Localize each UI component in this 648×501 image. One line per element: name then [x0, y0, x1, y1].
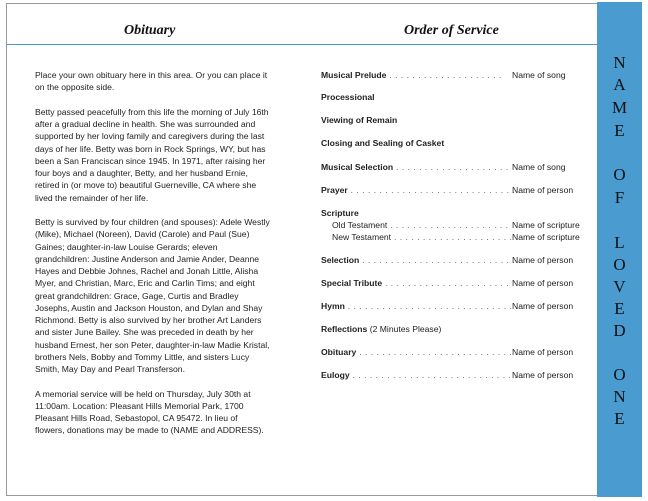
obituary-title: Obituary [124, 23, 176, 38]
obituary-line: Place your own obituary here in this area. Or you can place it [35, 70, 268, 80]
service-item-label: Eulogy [321, 370, 350, 380]
service-item [321, 138, 591, 148]
name-letter: E [614, 299, 625, 318]
name-letter: O [613, 365, 626, 384]
obituary-line: grandchildren: Justine Anderson and Jamie Ander, Deanne [35, 253, 260, 264]
service-item-value: Name of person [512, 255, 574, 265]
dot-leader: . . . . . . . . . . . . . . . . . . . . . . . . . . . . [359, 255, 521, 265]
service-item-value: Name of person [512, 185, 574, 195]
service-item-label: Prayer [321, 185, 348, 195]
service-item-label: Viewing of Remain [321, 115, 398, 125]
name-letter: F [614, 188, 625, 207]
obituary-line: Betty is survived by four children (and spouses): Adele Westly [35, 217, 270, 227]
name-letter: L [614, 233, 625, 252]
service-item [321, 278, 591, 288]
service-item [321, 185, 591, 195]
obituary-line: retired in (or move to) beautiful Guerneville, CA where she [35, 180, 257, 191]
service-item [321, 115, 591, 125]
dot-leader: . . . . . . . . . . . . . . . . . . . . . [391, 232, 513, 242]
service-item [321, 255, 591, 265]
obituary-line: Josephs, Austin and Jackson Houston, and Dylan and Shay [35, 302, 263, 313]
name-letter: D [613, 321, 626, 340]
obituary-line: Betty passed peacefully from this life the morning of July 16th [35, 106, 269, 117]
obituary-line: on the opposite side. [35, 82, 115, 93]
service-item [321, 370, 591, 380]
name-letter: V [613, 277, 626, 296]
service-item [321, 220, 591, 230]
obituary-line: lived the remainder of her life. [35, 192, 149, 203]
service-item-label: Selection [321, 255, 360, 265]
name-letter: A [613, 75, 626, 94]
dot-leader: . . . . . . . . . . . . . . . . . . . . . . . . . . . . . [356, 347, 524, 357]
service-item [321, 92, 591, 102]
service-item-value: Name of person [512, 370, 574, 380]
service-subitem-label: New Testament [332, 232, 392, 242]
dot-leader: . . . . . . . . . . . . . . . . . . . . [386, 70, 502, 80]
service-item-label: Musical Prelude [321, 70, 387, 80]
obituary-line: and sister June Bailey. She was preceded in death by her [35, 327, 254, 338]
service-item-label: Musical Selection [321, 162, 394, 172]
service-item [321, 324, 591, 334]
obituary-line: husband Ernest, her son Peter, daughter-in-law Madie Kristal, [35, 339, 270, 350]
service-item-value: Name of person [512, 347, 574, 357]
obituary-line: Gaines; daughter-in-law Louise Gerards; eleven [35, 241, 218, 252]
obituary-line: Myer, and Christian, Marc, Eric and Carlin Tims; and eight [35, 278, 255, 289]
service-item-label: Reflections [321, 324, 368, 334]
obituary-line: Richmond. Betty is also survived by her brother Art Landers [35, 315, 262, 325]
service-item-label: Hymn [321, 301, 345, 311]
dot-leader: . . . . . . . . . . . . . . . . . . . . . . [382, 278, 510, 288]
dot-leader: . . . . . . . . . . . . . . . . . . . . . . . . . . . . . . [349, 370, 523, 380]
obituary-line: after a gradual decline in health. She was surrounded and [35, 119, 256, 129]
service-item-value: Name of song [512, 162, 566, 172]
service-item-value: Name of song [512, 70, 566, 80]
dot-leader: . . . . . . . . . . . . . . . . . . . . . . . . . . . . . . . [347, 185, 527, 195]
obituary-line: great grandchildren: Grace, Gage, Curtis and Bradley [35, 290, 239, 301]
name-letter: O [613, 165, 626, 184]
service-item [321, 70, 591, 80]
service-item [321, 162, 591, 172]
dot-leader: . . . . . . . . . . . . . . . . . . . . [393, 162, 509, 172]
obituary-line: flowers, donations may be made to (NAME and ADDRESS). [35, 425, 264, 436]
obituary-line: Hayes and Debbie Johnes, Rachel and Jonah Little, Alisha [35, 266, 259, 276]
obituary-line: A memorial service will be held on Thursday, July 30th at [35, 388, 251, 399]
service-subitem-label: Old Testament [332, 220, 388, 230]
obituary-line: days of her life. Betty was born in Rock Springs, WY, but has [35, 143, 266, 154]
obituary-line: been a San Franciscan since 1945. In 1971, after raising her [35, 155, 266, 166]
header-divider [7, 44, 597, 45]
obituary-line: Smith, May Day and Pearl Transferson. [35, 364, 185, 374]
service-item-label: Closing and Sealing of Casket [321, 138, 445, 148]
name-letter: N [613, 53, 626, 72]
service-item [321, 232, 591, 242]
service-item-label: Scripture [321, 208, 359, 218]
dot-leader: . . . . . . . . . . . . . . . . . . . . . [387, 220, 509, 230]
obituary-text [35, 69, 305, 449]
service-item-value: Name of scripture [512, 220, 580, 230]
service-item [321, 301, 591, 311]
obituary-line: four boys and a daughter, Betty, and her husband Ernie, [35, 168, 248, 178]
service-item-label: Processional [321, 92, 375, 102]
service-item [321, 208, 591, 218]
name-letter: E [614, 121, 625, 140]
service-item-value: Name of scripture [512, 232, 580, 242]
obituary-paragraph [35, 106, 305, 204]
obituary-line: 11:00am. Location: Pleasant Hills Memorial Park, 1700 [35, 400, 244, 411]
obituary-paragraph [35, 216, 305, 375]
order-of-service-title: Order of Service [404, 23, 499, 38]
dot-leader: . . . . . . . . . . . . . . . . . . . . . . . . . . . . . . . [344, 301, 524, 311]
obituary-line: (Mike), Michael (Noreen), David (Carole) and Paul (Sue) [35, 229, 250, 240]
service-item [321, 347, 591, 357]
obituary-paragraph [35, 69, 305, 94]
service-item-label: Special Tribute [321, 278, 383, 288]
obituary-line: supported by her loving family and caregivers during the last [35, 131, 265, 142]
service-item-value: Name of person [512, 301, 574, 311]
name-letter: O [613, 255, 626, 274]
name-letter: N [613, 387, 626, 406]
obituary-paragraph [35, 388, 305, 437]
name-letter: M [611, 98, 628, 117]
obituary-line: brothers Nels, Bobby and Tommy Little, and sisters Lucy [35, 351, 250, 362]
service-item-value: Name of person [512, 278, 574, 288]
name-letter: E [614, 409, 625, 428]
service-item-label: Obituary [321, 347, 357, 357]
obituary-line: Pleasant Hills Road, Sebastopol, CA 95472. In lieu of [35, 413, 238, 423]
service-item-note: (2 Minutes Please) [367, 324, 442, 334]
